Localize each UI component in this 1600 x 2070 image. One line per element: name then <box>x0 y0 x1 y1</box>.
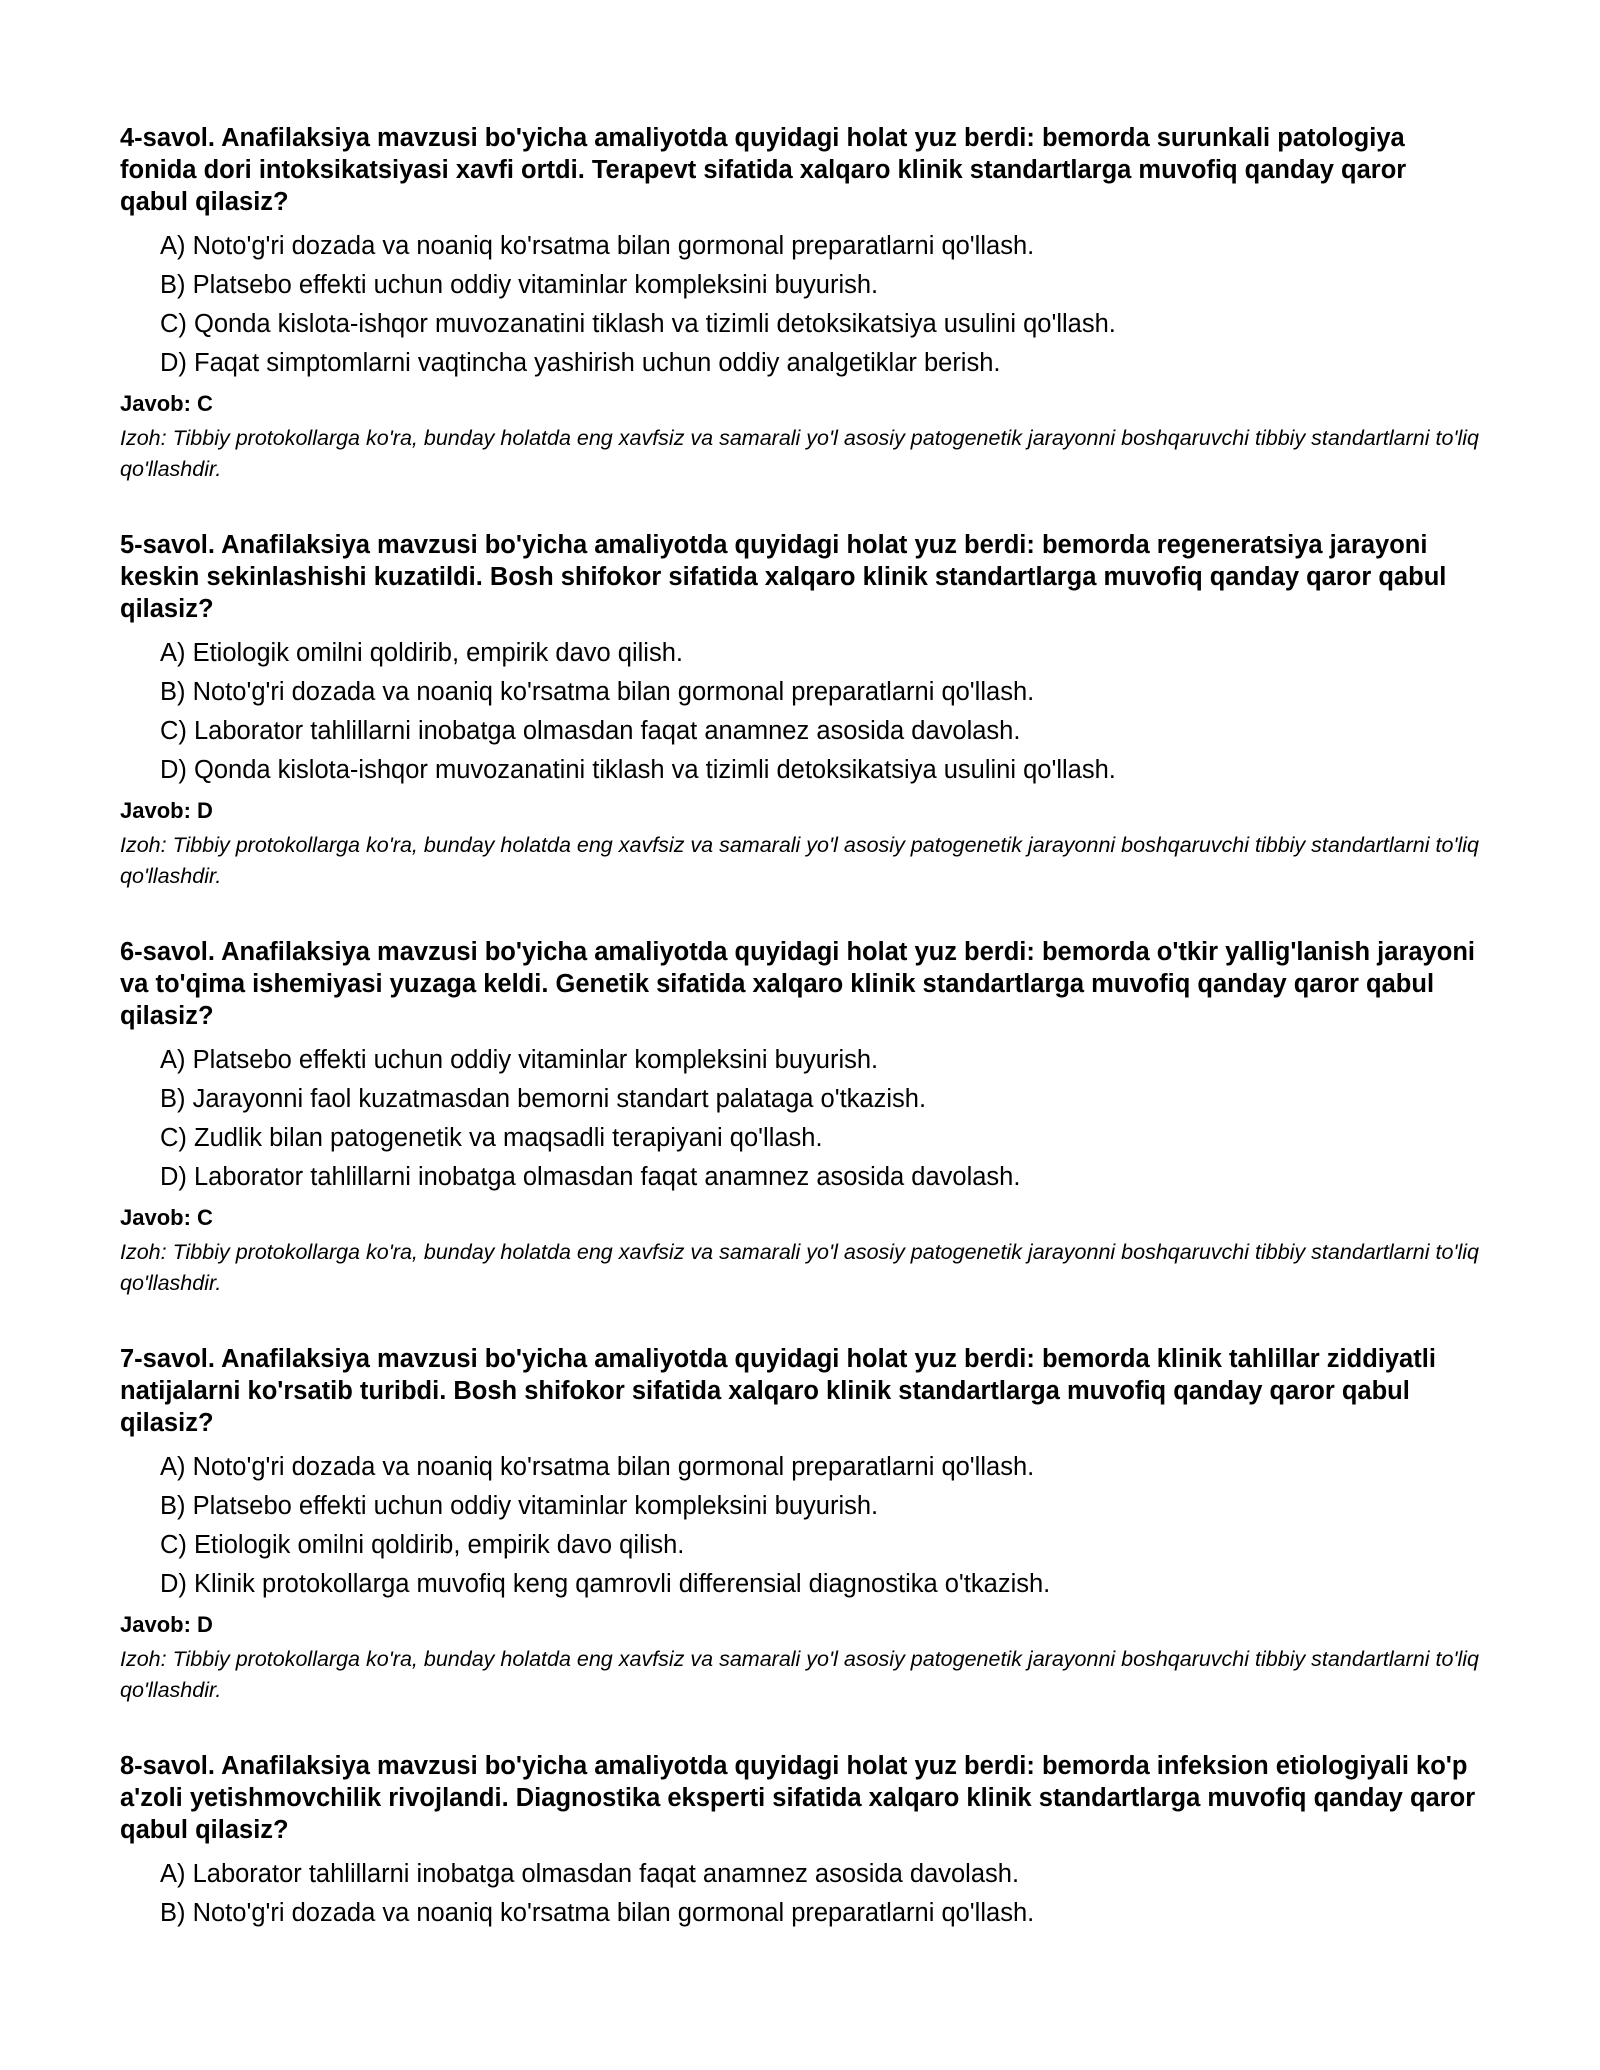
option-b: B) Jarayonni faol kuzatmasdan bemorni standart palataga o'tkazish. <box>160 1085 927 1113</box>
question-4 <box>120 122 1480 485</box>
answer-options <box>120 1855 1480 1933</box>
question-7 <box>120 1343 1480 1706</box>
option-d: D) Klinik protokollarga muvofiq keng qamrovli differensial diagnostika o'tkazish. <box>160 1570 1051 1598</box>
option-d: D) Faqat simptomlarni vaqtincha yashirish uchun oddiy analgetiklar berish. <box>160 349 1001 377</box>
answer-key: Javob: D <box>120 798 213 823</box>
option-b: B) Noto'g'ri dozada va noaniq ko'rsatma bilan gormonal preparatlarni qo'llash. <box>160 678 1035 706</box>
explanation-note: Izoh: Tibbiy protokollarga ko'ra, bunday holatda eng xavfsiz va samarali yo'l asosiy patogenetik jarayonni boshqaruvchi tibbiy standartlarni to'liq qo'llashdir. <box>120 1647 1480 1702</box>
question-8 <box>120 1750 1480 1933</box>
option-c: C) Zudlik bilan patogenetik va maqsadli terapiyani qo'llash. <box>160 1124 823 1152</box>
answer-options <box>120 1448 1480 1604</box>
answer-options <box>120 227 1480 383</box>
question-text: 6-savol. Anafilaksiya mavzusi bo'yicha amaliyotda quyidagi holat yuz berdi: bemorda o'tkir yallig'lanish jarayoni va to'qima ishemiyasi yuzaga keldi. Genetik sifatida xalqaro klinik standartlarga muvofiq qanday qaror qabul qilasiz? <box>120 938 1475 1030</box>
option-b: B) Platsebo effekti uchun oddiy vitaminlar kompleksini buyurish. <box>160 271 879 299</box>
option-a: A) Platsebo effekti uchun oddiy vitaminlar kompleksini buyurish. <box>160 1046 879 1074</box>
question-text: 5-savol. Anafilaksiya mavzusi bo'yicha amaliyotda quyidagi holat yuz berdi: bemorda regeneratsiya jarayoni keskin sekinlashishi kuzatildi. Bosh shifokor sifatida xalqaro klinik standartlarga muvofiq qanday qaror qabul qilasiz? <box>120 531 1447 623</box>
option-a: A) Noto'g'ri dozada va noaniq ko'rsatma bilan gormonal preparatlarni qo'llash. <box>160 232 1035 260</box>
option-a: A) Noto'g'ri dozada va noaniq ko'rsatma bilan gormonal preparatlarni qo'llash. <box>160 1453 1035 1481</box>
option-b: B) Platsebo effekti uchun oddiy vitaminlar kompleksini buyurish. <box>160 1492 879 1520</box>
explanation-note: Izoh: Tibbiy protokollarga ko'ra, bunday holatda eng xavfsiz va samarali yo'l asosiy patogenetik jarayonni boshqaruvchi tibbiy standartlarni to'liq qo'llashdir. <box>120 833 1480 888</box>
option-c: C) Qonda kislota-ishqor muvozanatini tiklash va tizimli detoksikatsiya usulini qo'llash. <box>160 310 1116 338</box>
question-text: 8-savol. Anafilaksiya mavzusi bo'yicha amaliyotda quyidagi holat yuz berdi: bemorda infeksion etiologiyali ko'p a'zoli yetishmovchilik rivojlandi. Diagnostika eksperti sifatida xalqaro klinik standartlarga muvofiq qanday qaror qabul qilasiz? <box>120 1752 1476 1844</box>
option-c: C) Laborator tahlillarni inobatga olmasdan faqat anamnez asosida davolash. <box>160 717 1021 745</box>
option-d: D) Qonda kislota-ishqor muvozanatini tiklash va tizimli detoksikatsiya usulini qo'llash. <box>160 756 1116 784</box>
explanation-note: Izoh: Tibbiy protokollarga ko'ra, bunday holatda eng xavfsiz va samarali yo'l asosiy patogenetik jarayonni boshqaruvchi tibbiy standartlarni to'liq qo'llashdir. <box>120 426 1480 481</box>
question-5 <box>120 529 1480 892</box>
option-d: D) Laborator tahlillarni inobatga olmasdan faqat anamnez asosida davolash. <box>160 1163 1021 1191</box>
answer-key: Javob: C <box>120 1205 213 1230</box>
option-c: C) Etiologik omilni qoldirib, empirik davo qilish. <box>160 1531 685 1559</box>
option-b: B) Noto'g'ri dozada va noaniq ko'rsatma bilan gormonal preparatlarni qo'llash. <box>160 1899 1035 1927</box>
answer-key: Javob: C <box>120 391 213 416</box>
question-text: 4-savol. Anafilaksiya mavzusi bo'yicha amaliyotda quyidagi holat yuz berdi: bemorda surunkali patologiya fonida dori intoksikatsiyasi xavfi ortdi. Terapevt sifatida xalqaro klinik standartlarga muvofiq qanday qaror qabul qilasiz? <box>120 124 1407 216</box>
answer-key: Javob: D <box>120 1612 213 1637</box>
question-text: 7-savol. Anafilaksiya mavzusi bo'yicha amaliyotda quyidagi holat yuz berdi: bemorda klinik tahlillar ziddiyatli natijalarni ko'rsatib turibdi. Bosh shifokor sifatida xalqaro klinik standartlarga muvofiq qanday qaror qabul qilasiz? <box>120 1345 1436 1437</box>
option-a: A) Laborator tahlillarni inobatga olmasdan faqat anamnez asosida davolash. <box>160 1860 1020 1888</box>
document-page <box>120 122 1480 1933</box>
explanation-note: Izoh: Tibbiy protokollarga ko'ra, bunday holatda eng xavfsiz va samarali yo'l asosiy patogenetik jarayonni boshqaruvchi tibbiy standartlarni to'liq qo'llashdir. <box>120 1240 1480 1295</box>
answer-options <box>120 634 1480 790</box>
question-6 <box>120 936 1480 1299</box>
answer-options <box>120 1041 1480 1197</box>
option-a: A) Etiologik omilni qoldirib, empirik davo qilish. <box>160 639 683 667</box>
